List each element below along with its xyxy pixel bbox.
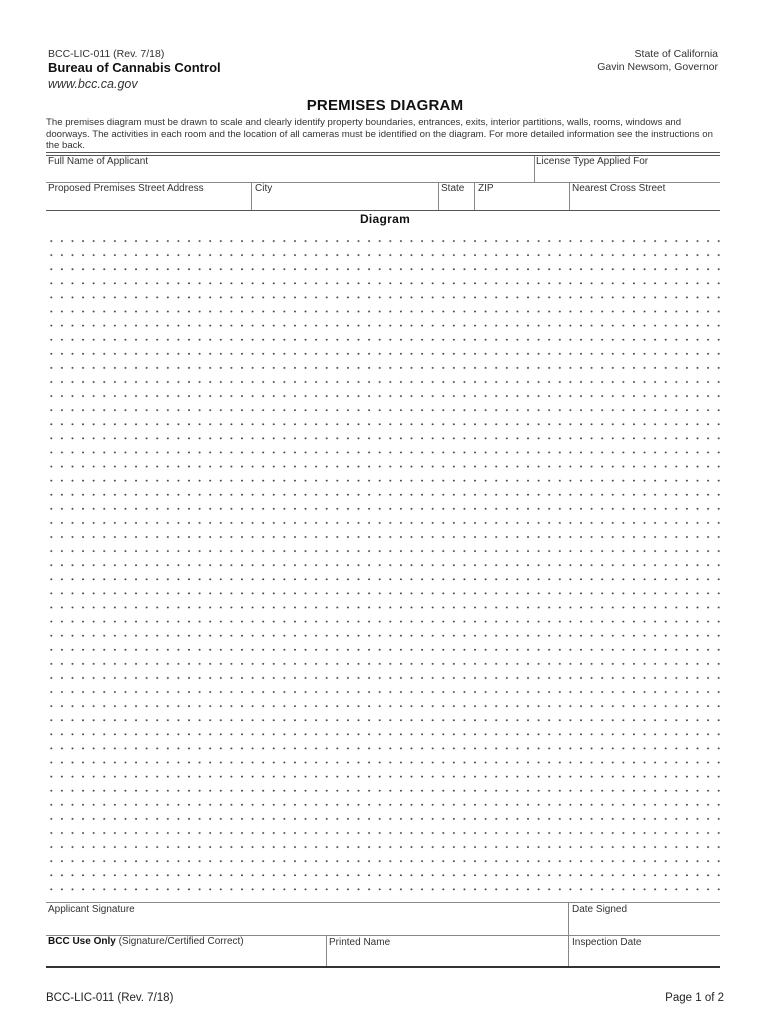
zip-field[interactable] xyxy=(475,183,569,210)
street-address-label: Proposed Premises Street Address xyxy=(48,183,204,194)
instructions-text: The premises diagram must be drawn to scale and clearly identify property boundaries, entrances, exits, interior partitions, walls, rooms, windows and doorways. The activities in each room and the location of all cameras must be identified on the diagram. For more detailed information see the instructions on the back. xyxy=(46,117,713,151)
row1-top-rule xyxy=(46,152,720,153)
license-type-field[interactable] xyxy=(535,156,720,182)
zip-label: ZIP xyxy=(478,183,494,194)
footer-form-id: BCC-LIC-011 (Rev. 7/18) xyxy=(46,992,174,1004)
applicant-signature-field[interactable] xyxy=(46,903,568,935)
full-name-label: Full Name of Applicant xyxy=(48,156,149,167)
street-address-field[interactable] xyxy=(46,183,251,210)
row2-bottom-rule xyxy=(46,210,720,211)
cross-street-field[interactable] xyxy=(570,183,720,210)
signature-bottom-rule xyxy=(46,966,720,968)
form-id: BCC-LIC-011 (Rev. 7/18) xyxy=(48,48,165,60)
city-field[interactable] xyxy=(252,183,438,210)
printed-name-label: Printed Name xyxy=(329,937,391,948)
date-signed-label: Date Signed xyxy=(572,904,628,915)
governor-name: Gavin Newsom, Governor xyxy=(597,61,718,73)
date-signed-field[interactable] xyxy=(569,903,720,935)
applicant-signature-label: Applicant Signature xyxy=(48,904,135,915)
page-title: PREMISES DIAGRAM xyxy=(306,97,464,114)
state-name: State of California xyxy=(634,48,718,60)
bcc-signature-field[interactable] xyxy=(46,936,326,966)
city-label: City xyxy=(255,183,273,194)
bcc-use-only-label xyxy=(48,936,244,947)
footer-page-number: Page 1 of 2 xyxy=(665,992,724,1004)
bcc-use-only-note: (Signature/Certified Correct) xyxy=(115,936,244,947)
inspection-date-field[interactable] xyxy=(569,936,720,966)
diagram-title: Diagram xyxy=(359,212,411,226)
license-type-label: License Type Applied For xyxy=(536,156,649,167)
state-label: State xyxy=(441,183,465,194)
printed-name-field[interactable] xyxy=(327,936,568,966)
state-field[interactable] xyxy=(439,183,474,210)
inspection-date-label: Inspection Date xyxy=(572,937,642,948)
full-name-field[interactable] xyxy=(46,156,534,182)
agency-name: Bureau of Cannabis Control xyxy=(48,60,221,75)
agency-website: www.bcc.ca.gov xyxy=(48,77,138,91)
bcc-use-only-bold: BCC Use Only xyxy=(48,936,116,947)
cross-street-label: Nearest Cross Street xyxy=(572,183,666,194)
diagram-dot-grid[interactable] xyxy=(46,234,720,896)
